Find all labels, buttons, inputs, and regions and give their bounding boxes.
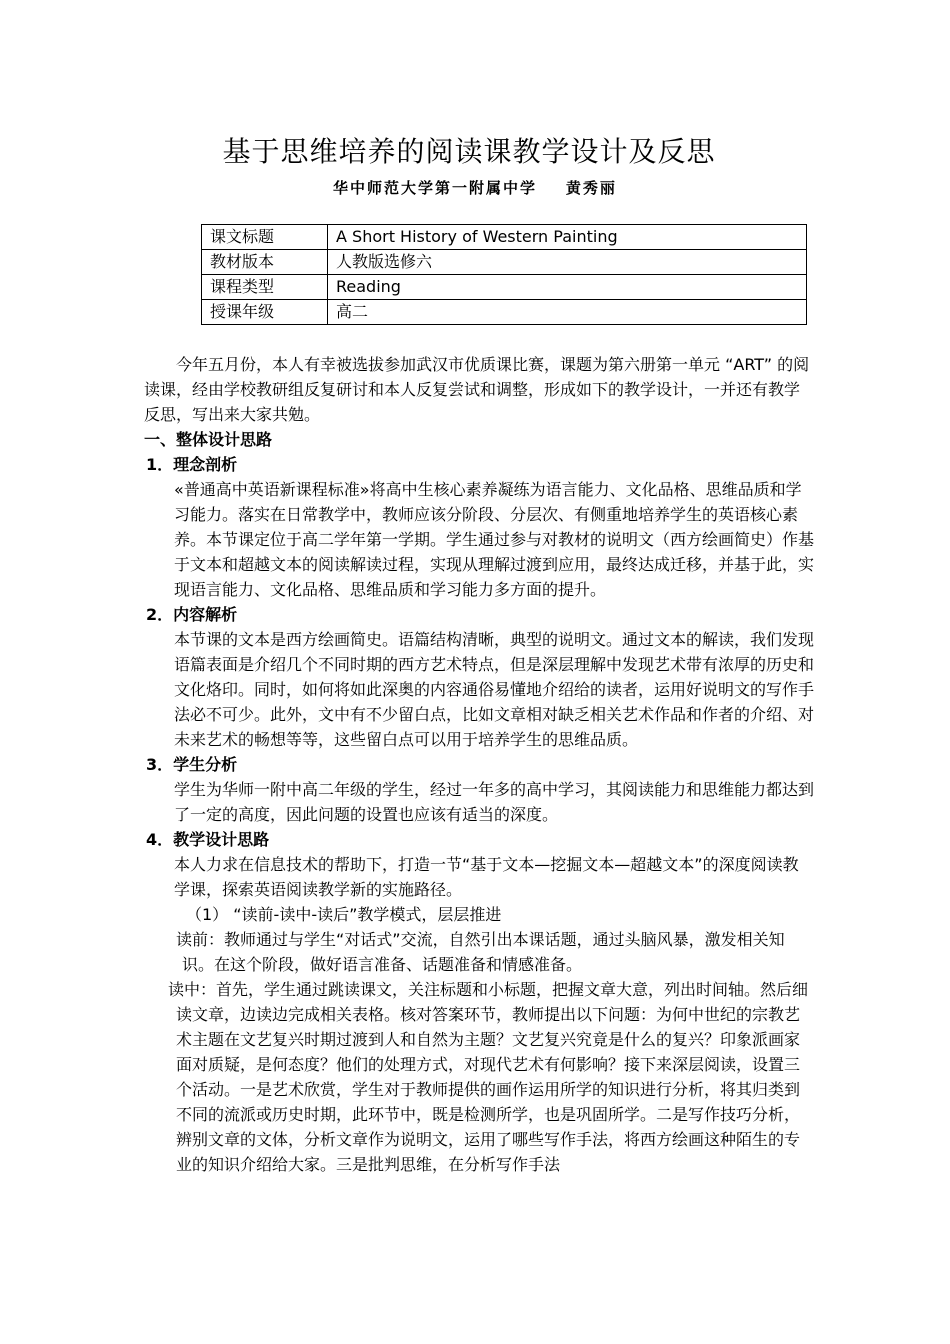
- paragraph: 读中：首先，学生通过跳读课文，关注标题和小标题，把握文章大意，列出时间轴。然后细读文章，边读边完成相关表格。核对答案环节，教师提出以下问题：为何中世纪的宗教艺术主题在文艺复兴时期过渡到人和自然为主题？文艺复兴究竟是什么的复兴？印象派画家面对质疑，是何态度？他们的处理方式，对现代艺术有何影响？接下来深层阅读，设置三个活动。一是艺术欣赏，学生对于教师提供的画作运用所学的知识进行分析，将其归类到不同的流派或历史时期，此环节中，既是检测所学，也是巩固所学。二是写作技巧分析，辨别文章的文体，分析文章作为说明文，运用了哪些写作手法，将西方绘画这种陌生的专业的知识介绍给大家。三是批判思维，在分析写作手法: [168, 980, 809, 1174]
- table-row: [202, 300, 807, 325]
- paragraph: 读前：教师通过与学生“对话式”交流，自然引出本课话题，通过头脑风暴，激发相关知识。在这个阶段，做好语言准备、话题准备和情感准备。: [176, 930, 785, 974]
- paragraph: 本节课的文本是西方绘画简史。语篇结构清晰，典型的说明文。通过文本的解读，我们发现语篇表面是介绍几个不同时期的西方艺术特点，但是深层理解中发现艺术带有浓厚的历史和文化烙印。同时，如何将如此深奥的内容通俗易懂地介绍给的读者，运用好说明文的写作手法必不可少。此外，文中有不少留白点，比如文章相对缺乏相关艺术作品和作者的介绍、对未来艺术的畅想等等，这些留白点可以用于培养学生的思维品质。: [174, 630, 815, 749]
- table-key: 授课年级: [202, 300, 328, 325]
- info-table: [201, 224, 807, 325]
- table-key: 教材版本: [202, 250, 328, 275]
- subsection-heading: 4．教学设计思路: [146, 830, 270, 849]
- table-value: 人教版选修六: [328, 250, 807, 275]
- intro-paragraph: 今年五月份，本人有幸被选拔参加武汉市优质课比赛，课题为第六册第一单元 “ART” 的阅读课，经由学校教研组反复研讨和本人反复尝试和调整，形成如下的教学设计，一并还有教学反思，写出来大家共勉。: [144, 355, 810, 424]
- table-key: 课文标题: [202, 225, 328, 250]
- subsection-heading: 1．理念剖析: [146, 455, 238, 474]
- table-key: 课程类型: [202, 275, 328, 300]
- table-value: 高二: [328, 300, 807, 325]
- paragraph: «普通高中英语新课程标准»将高中生核心素养凝练为语言能力、文化品格、思维品质和学习能力。落实在日常教学中，教师应该分阶段、分层次、有侧重地培养学生的英语核心素养。本节课定位于高二学年第一学期。学生通过参与对教材的说明文（西方绘画简史）作基于文本和超越文本的阅读解读过程，实现从理解过渡到应用，最终达成迁移，并基于此，实现语言能力、文化品格、思维品质和学习能力多方面的提升。: [174, 480, 815, 599]
- paragraph: 本人力求在信息技术的帮助下，打造一节“基于文本—挖掘文本—超越文本”的深度阅读教学课，探索英语阅读教学新的实施路径。: [174, 855, 799, 899]
- table-row: [202, 225, 807, 250]
- table-value: A Short History of Western Painting: [328, 225, 807, 250]
- table-value: Reading: [328, 275, 807, 300]
- document-title: 基于思维培养的阅读课教学设计及反思: [222, 135, 716, 168]
- section-heading: 一、整体设计思路: [144, 430, 273, 449]
- document-subtitle: 华中师范大学第一附属中学 黄秀丽: [333, 179, 617, 197]
- table-row: [202, 250, 807, 275]
- document-body: [144, 352, 814, 1177]
- subsection-heading: 3．学生分析: [146, 755, 238, 774]
- paragraph: 学生为华师一附中高二年级的学生，经过一年多的高中学习，其阅读能力和思维能力都达到了一定的高度，因此问题的设置也应该有适当的深度。: [174, 780, 815, 824]
- sub-heading: （1） “读前-读中-读后”教学模式，层层推进: [186, 905, 502, 924]
- table-row: [202, 275, 807, 300]
- subsection-heading: 2．内容解析: [146, 605, 238, 624]
